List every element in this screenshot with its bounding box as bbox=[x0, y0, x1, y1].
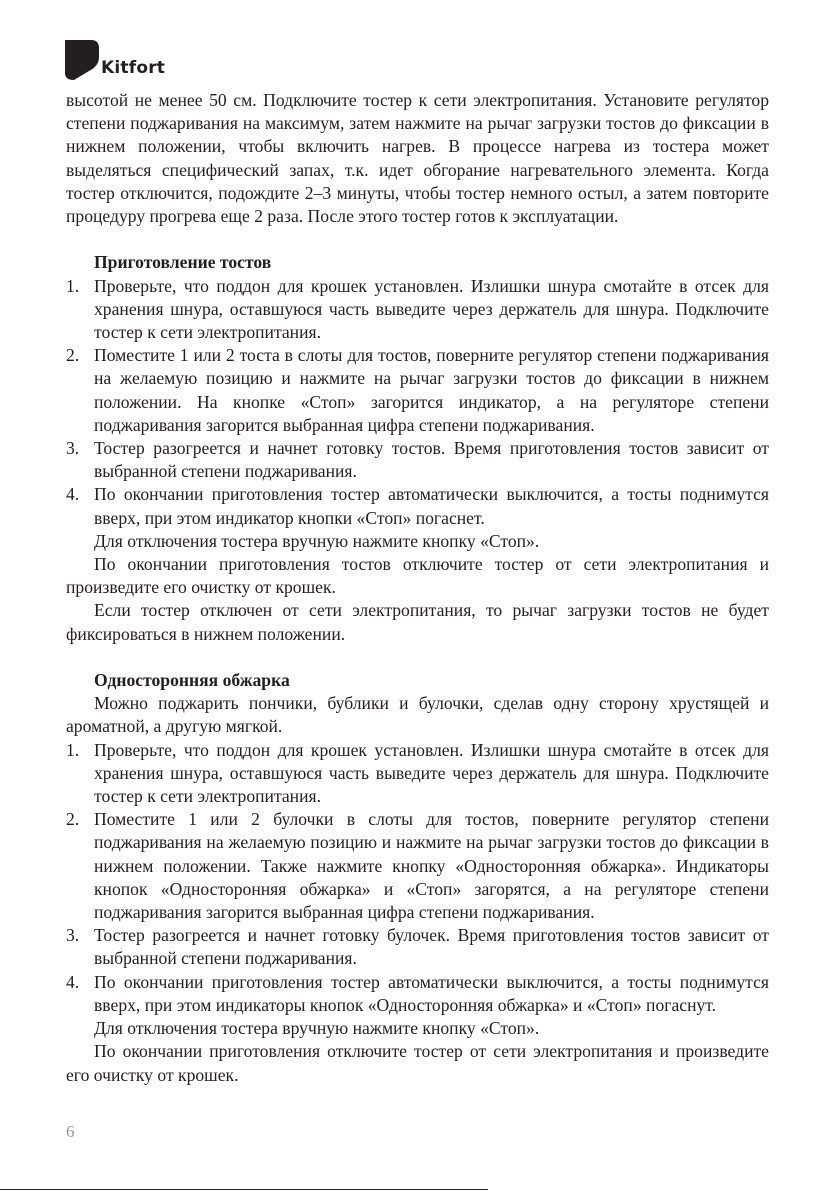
brand-name: Kitfort bbox=[101, 58, 166, 78]
manual-off-note: Для отключения тостера вручную нажмите кнопку «Стоп». bbox=[94, 530, 540, 551]
list-text: Поместите 1 или 2 булочки в слоты для тостов, поверните регулятор степени поджаривания на желаемую позицию и нажмите на рычаг загрузки тостов до фиксации в нижнем положении. Также нажмите кнопку «Односторонняя обжарка». Индикаторы кнопок «Односторонняя обжарка» и «Стоп» загорятся, а на регуляторе степени поджаривания загорится выбранная цифра степени поджаривания. bbox=[94, 809, 769, 923]
section-heading-toasts: Приготовление тостов bbox=[94, 252, 272, 273]
list-text: Поместите 1 или 2 тоста в слоты для тостов, поверните регулятор степени поджаривания на желаемую позицию и нажмите на рычаг загрузки тостов до фиксации в нижнем положении. На кнопке «Стоп» загорится индикатор, а на регуляторе степени поджаривания загорится выбранная цифра степени поджаривания. bbox=[94, 345, 769, 435]
list-number: 2. bbox=[66, 809, 80, 830]
lever-note-paragraph: Если тостер отключен от сети электропитания, то рычаг загрузки тостов не будет фиксироваться в нижнем положении. bbox=[66, 600, 769, 644]
brand-logo bbox=[65, 40, 165, 80]
list-item bbox=[66, 971, 769, 1017]
list-number: 2. bbox=[66, 345, 80, 366]
list-item bbox=[66, 344, 769, 437]
list-text: Проверьте, что поддон для крошек установлен. Излишки шнура смотайте в отсек для хранения шнура, оставшуюся часть выведите через держатель для шнура. Подключите тостер к сети электропитания. bbox=[94, 739, 769, 807]
list-text: Проверьте, что поддон для крошек установлен. Излишки шнура смотайте в отсек для хранения шнура, оставшуюся часть выведите через держатель для шнура. Подключите тостер к сети электропитания. bbox=[94, 275, 769, 343]
list-text: По окончании приготовления тостер автоматически выключится, а тосты поднимутся вверх, при этом индикаторы кнопок «Односторонняя обжарка» и «Стоп» погаснут. bbox=[94, 971, 769, 1015]
list-text: По окончании приготовления тостер автоматически выключится, а тосты поднимутся вверх, при этом индикатор кнопки «Стоп» погаснет. bbox=[94, 484, 769, 528]
list-number: 1. bbox=[66, 275, 80, 296]
list-number: 4. bbox=[66, 484, 80, 505]
list-number: 4. bbox=[66, 971, 80, 992]
one-side-intro: Можно поджарить пончики, бублики и булочки, сделав одну сторону хрустящей и ароматной, а другую мягкой. bbox=[66, 693, 769, 737]
list-item bbox=[66, 483, 769, 529]
list-number: 3. bbox=[66, 438, 80, 459]
after-cooking-paragraph: По окончании приготовления отключите тостер от сети электропитания и произведите его очистку от крошек. bbox=[66, 1041, 769, 1085]
list-item bbox=[66, 275, 769, 345]
list-number: 3. bbox=[66, 925, 80, 946]
section-heading-one-side: Односторонняя обжарка bbox=[94, 670, 290, 691]
after-cooking-paragraph: По окончании приготовления тостов отключите тостер от сети электропитания и произведите его очистку от крошек. bbox=[66, 554, 769, 598]
list-item bbox=[66, 808, 769, 924]
list-text: Тостер разогреется и начнет готовку булочек. Время приготовления тостов зависит от выбранной степени поджаривания. bbox=[94, 925, 769, 969]
list-item bbox=[66, 739, 769, 809]
steps-list-toasts bbox=[66, 275, 769, 530]
steps-list-one-side bbox=[66, 739, 769, 1017]
list-item bbox=[66, 924, 769, 970]
document-body bbox=[66, 89, 769, 1087]
manual-off-note: Для отключения тостера вручную нажмите кнопку «Стоп». bbox=[94, 1018, 540, 1039]
page-number: 6 bbox=[66, 1122, 75, 1141]
kitfort-logo-icon bbox=[65, 40, 99, 80]
intro-paragraph: высотой не менее 50 см. Подключите тостер к сети электропитания. Установите регулятор степени поджаривания на максимум, затем нажмите на рычаг загрузки тостов до фиксации в нижнем положении, чтобы включить нагрев. В процессе нагрева из тостера может выделяться специфический запах, т.к. идет обгорание нагревательного элемента. Когда тостер отключится, подождите 2–3 минуты, чтобы тостер немного остыл, а затем повторите процедуру прогрева еще 2 раза. После этого тостер готов к эксплуатации. bbox=[66, 90, 769, 227]
list-number: 1. bbox=[66, 739, 80, 760]
list-item bbox=[66, 437, 769, 483]
footer-rule bbox=[0, 1189, 488, 1190]
list-text: Тостер разогреется и начнет готовку тостов. Время приготовления тостов зависит от выбранной степени поджаривания. bbox=[94, 438, 769, 482]
